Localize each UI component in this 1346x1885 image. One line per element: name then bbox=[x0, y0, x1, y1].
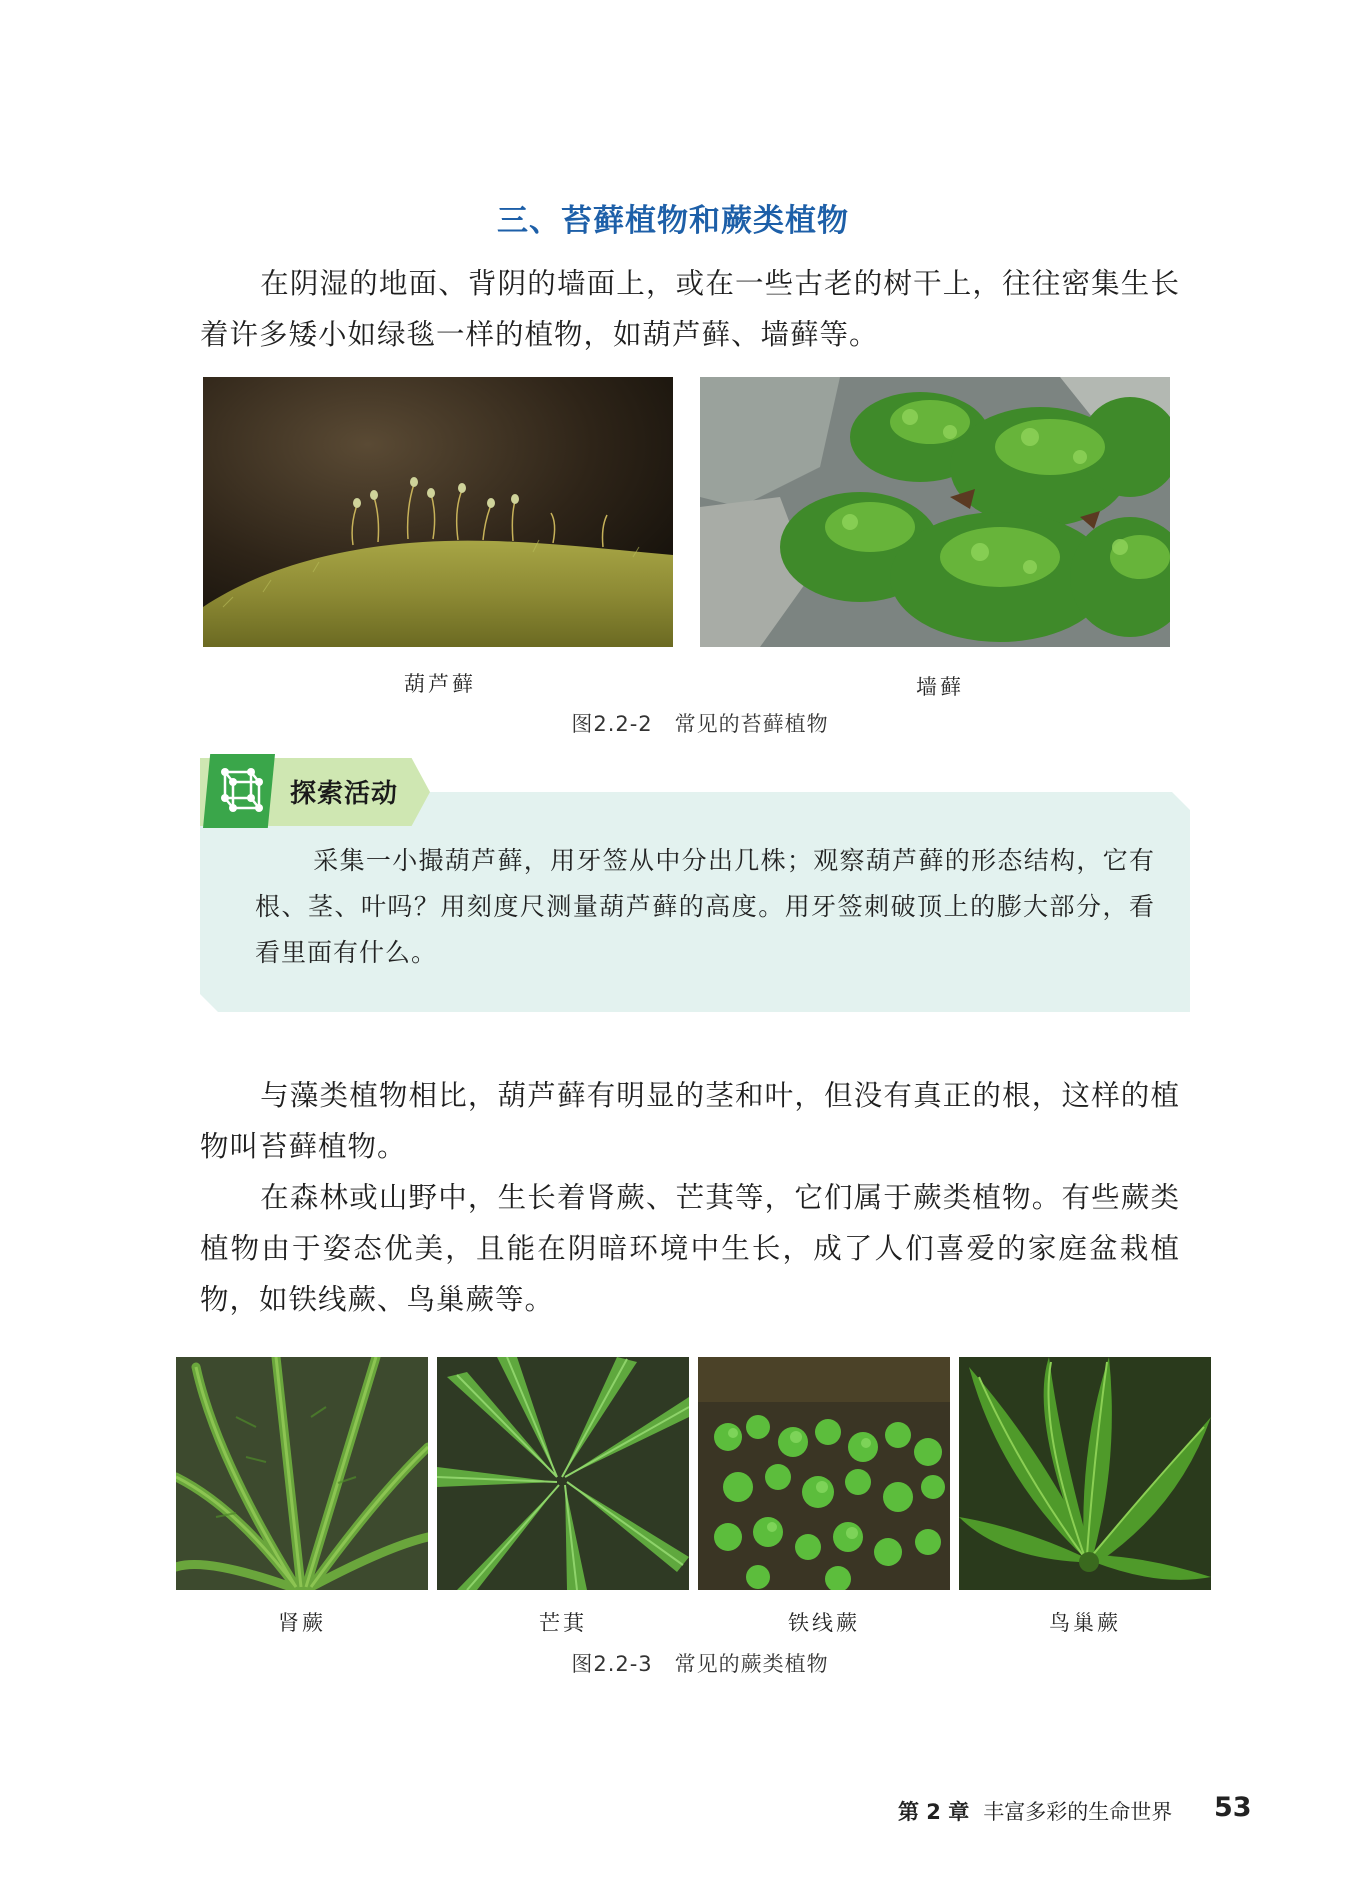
paragraph-moss-definition bbox=[200, 1070, 1180, 1172]
nephrolepis-photo bbox=[176, 1357, 428, 1590]
wall-moss-label: 墙藓 bbox=[916, 675, 964, 699]
wall-moss-photo bbox=[700, 377, 1170, 647]
explore-activity-text bbox=[255, 838, 1155, 976]
birds-nest-fern-label: 鸟巢蕨 bbox=[1049, 1611, 1121, 1635]
figure1-caption: 图2.2-2 常见的苔藓植物 bbox=[571, 712, 829, 736]
footer-chapter-title: 丰富多彩的生命世界 bbox=[983, 1800, 1173, 1824]
explore-activity-title: 探索活动 bbox=[290, 779, 399, 809]
network-cube-icon bbox=[203, 754, 275, 828]
paragraph-moss-definition-text: 与藻类植物相比，葫芦藓有明显的茎和叶，但没有真正的根，这样的植物叫苔藓植物。 bbox=[200, 1079, 1180, 1163]
paragraph-ferns-text: 在森林或山野中，生长着肾蕨、芒萁等，它们属于蕨类植物。有些蕨类植物由于姿态优美，且能在阴暗环境中生长，成了人们喜爱的家庭盆栽植物，如铁线蕨、鸟巢蕨等。 bbox=[200, 1181, 1180, 1316]
section-title: 三、苔藓植物和蕨类植物 bbox=[497, 203, 849, 239]
dicranopteris-photo bbox=[437, 1357, 689, 1590]
birds-nest-fern-photo bbox=[959, 1357, 1211, 1590]
adiantum-label: 铁线蕨 bbox=[788, 1611, 860, 1635]
funaria-moss-photo bbox=[203, 377, 673, 647]
footer-chapter-number: 第 2 章 bbox=[898, 1800, 970, 1824]
explore-activity-body: 采集一小撮葫芦藓，用牙签从中分出几株；观察葫芦藓的形态结构，它有根、茎、叶吗？用刻度尺测量葫芦藓的高度。用牙签刺破顶上的膨大部分，看看里面有什么。 bbox=[255, 846, 1155, 967]
dicranopteris-label: 芒萁 bbox=[539, 1611, 587, 1635]
paragraph-ferns bbox=[200, 1172, 1180, 1325]
adiantum-photo bbox=[698, 1357, 950, 1590]
paragraph-intro-text: 在阴湿的地面、背阴的墙面上，或在一些古老的树干上，往往密集生长着许多矮小如绿毯一样的植物，如葫芦藓、墙藓等。 bbox=[200, 267, 1180, 351]
explore-icon-badge bbox=[203, 754, 275, 828]
funaria-label: 葫芦藓 bbox=[404, 672, 476, 696]
nephrolepis-label: 肾蕨 bbox=[278, 1611, 326, 1635]
paragraph-intro bbox=[200, 258, 1180, 360]
page-number: 53 bbox=[1214, 1792, 1252, 1823]
footer-chapter bbox=[898, 1796, 1172, 1826]
figure2-caption: 图2.2-3 常见的蕨类植物 bbox=[571, 1652, 829, 1676]
